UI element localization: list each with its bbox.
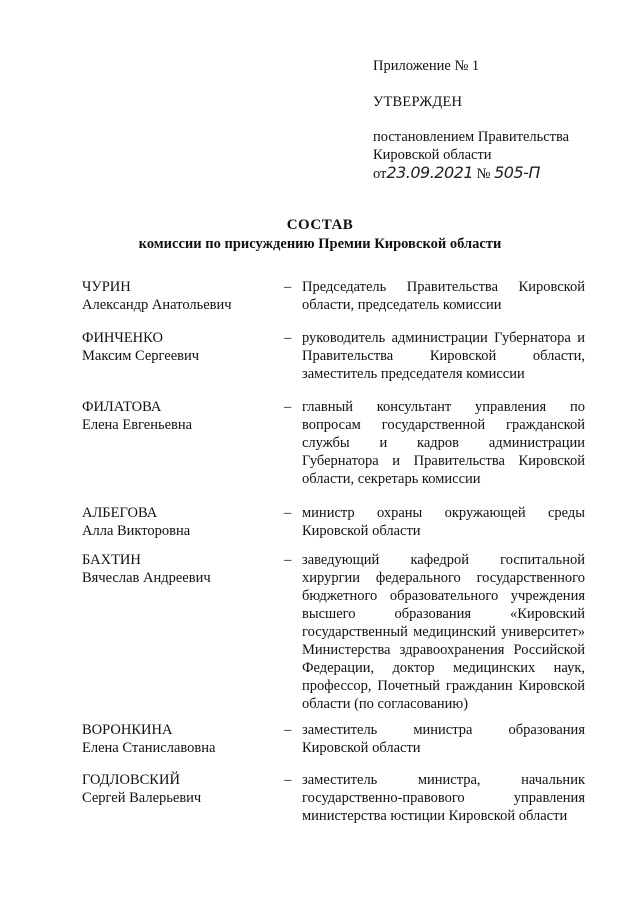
member-given-name: Алла Викторовна: [82, 523, 191, 539]
member-name: [82, 398, 282, 434]
member-given-name: Вячеслав Андреевич: [82, 570, 211, 586]
member-given-name: Елена Станиславовна: [82, 740, 216, 756]
member-name: [82, 721, 282, 757]
decree-line-2: Кировской области: [373, 147, 492, 163]
member-surname: ЧУРИН: [82, 279, 131, 295]
member-role: Председатель Правительства Кировской области, председатель комиссии: [302, 279, 585, 313]
member-surname: ФИЛАТОВА: [82, 399, 162, 415]
member-role: заместитель министра, начальник государственно-правового управления министерства юстиции Кировской области: [302, 772, 585, 824]
decree-date-line: [373, 164, 613, 183]
member-given-name: Александр Анатольевич: [82, 297, 232, 313]
number-prefix: №: [476, 166, 491, 182]
member-role: заместитель министра образования Кировской области: [302, 722, 585, 756]
member-role: заведующий кафедрой госпитальной хирургии федерального государственного бюджетного образовательного учреждения высшего образования «Кировский государственный медицинский университет» Министерства здравоохранения Российской Федерации, доктор медицинских наук, профессор, Почетный гражданин Кировской области (по согласованию): [302, 552, 585, 712]
member-surname: ВОРОНКИНА: [82, 722, 173, 738]
member-name: [82, 278, 282, 314]
member-role: министр охраны окружающей среды Кировской области: [302, 505, 585, 539]
decree-line-1: постановлением Правительства: [373, 129, 570, 145]
member-surname: ГОДЛОВСКИЙ: [82, 772, 180, 788]
from-prefix: от: [373, 166, 387, 182]
member-dash: –: [284, 279, 292, 295]
member-name: [82, 504, 282, 540]
appendix-label: Приложение № 1: [373, 58, 480, 74]
member-given-name: Сергей Валерьевич: [82, 790, 202, 806]
member-name: [82, 771, 282, 807]
member-role: главный консультант управления по вопросам государственной гражданской службы и кадров администрации Губернатора и Правительства Кировской области, секретарь комиссии: [302, 399, 585, 487]
member-surname: БАХТИН: [82, 552, 141, 568]
approved-label: УТВЕРЖДЕН: [373, 94, 463, 110]
heading: [0, 216, 640, 254]
member-dash: –: [284, 399, 292, 415]
member-dash: –: [284, 552, 292, 568]
member-dash: –: [284, 772, 292, 788]
member-name: [82, 551, 282, 587]
member-surname: ФИНЧЕНКО: [82, 330, 163, 346]
handwritten-date: 23.09.2021: [386, 163, 474, 182]
member-dash: –: [284, 330, 292, 346]
member-dash: –: [284, 722, 292, 738]
member-dash: –: [284, 505, 292, 521]
member-surname: АЛБЕГОВА: [82, 505, 158, 521]
member-name: [82, 329, 282, 365]
approval-block: [373, 57, 613, 183]
member-given-name: Елена Евгеньевна: [82, 417, 193, 433]
document-subtitle: комиссии по присуждению Премии Кировской области: [138, 236, 502, 252]
document-title: СОСТАВ: [286, 217, 354, 233]
handwritten-number: 505-П: [494, 163, 540, 182]
member-given-name: Максим Сергеевич: [82, 348, 200, 364]
member-role: руководитель администрации Губернатора и Правительства Кировской области, заместитель председателя комиссии: [302, 330, 585, 382]
